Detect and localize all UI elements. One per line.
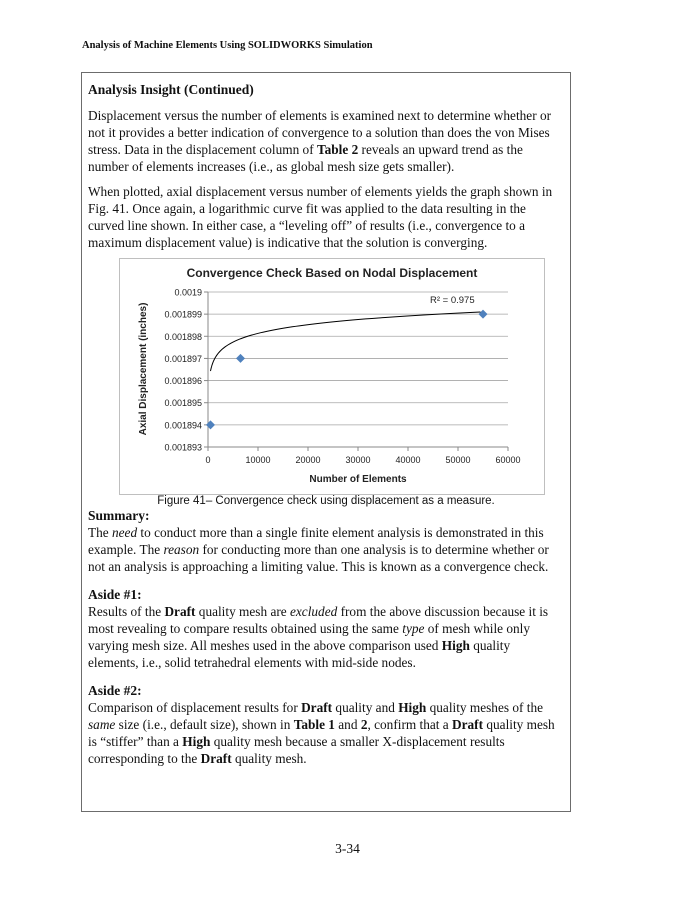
x-tick-label: 0 — [205, 455, 211, 465]
data-point — [236, 354, 245, 363]
insight-box — [81, 72, 571, 812]
aside-2-paragraph: Comparison of displacement results for Draft quality and High quality meshes of the same size (i.e., default size), shown in Table 1 and 2, confirm that a Draft quality mesh is “stiffer” than a High quality mesh because a smaller X-displacement results corresponding to the Draft quality mesh. — [88, 700, 555, 766]
y-tick-label: 0.001896 — [164, 376, 202, 387]
y-tick-label: 0.0019 — [174, 287, 202, 298]
chart-title: Convergence Check Based on Nodal Displacement — [186, 266, 478, 280]
data-point — [206, 420, 215, 429]
y-tick-label: 0.001893 — [164, 442, 202, 453]
page-number: 3-34 — [335, 841, 360, 856]
x-tick-label: 40000 — [395, 455, 421, 465]
figure-caption: Figure 41– Convergence check using displacement as a measure. — [157, 495, 495, 507]
insight-paragraph-2: When plotted, axial displacement versus number of elements yields the graph shown in Fig. 41. Once again, a logarithmic curve fit was applied to the data resulting in the curved line shown. In either case, a “leveling off” of results (i.e., convergence to a maximum displacement value) is indicative that the solution is converging. — [88, 184, 553, 250]
summary-paragraph: The need to conduct more than a single finite element analysis is demonstrated in this example. The reason for conducting more than one analysis is to determine whether or not an analysis is approaching a limiting value. This is known as a convergence check. — [88, 525, 549, 574]
running-header: Analysis of Machine Elements Using SOLIDWORKS Simulation — [82, 40, 373, 51]
r-squared-label: R² = 0.975 — [430, 295, 475, 306]
x-tick-label: 60000 — [495, 455, 521, 465]
aside-1-title: Aside #1: — [88, 587, 142, 602]
x-tick-label: 30000 — [345, 455, 371, 465]
y-tick-label: 0.001895 — [164, 398, 202, 409]
y-tick-label: 0.001897 — [164, 353, 202, 364]
y-axis-label: Axial Displacement (inches) — [138, 302, 149, 436]
x-tick-label: 20000 — [295, 455, 321, 465]
y-tick-label: 0.001894 — [164, 420, 202, 431]
chart-canvas — [120, 259, 544, 494]
y-tick-label: 0.001899 — [164, 309, 202, 320]
insight-paragraph-1: Displacement versus the number of elements is examined next to determine whether or not it provides a better indication of convergence to a solution than does the von Mises stress. Data in the displacement column of Table 2 reveals an upward trend as the number of elements increases (i.e., as global mesh size gets smaller). — [88, 108, 552, 174]
trendline — [211, 312, 481, 371]
y-tick-label: 0.001898 — [164, 331, 202, 342]
aside-2-title: Aside #2: — [88, 683, 142, 698]
insight-title: Analysis Insight (Continued) — [88, 82, 254, 97]
x-tick-label: 10000 — [245, 455, 271, 465]
x-axis-label: Number of Elements — [309, 474, 407, 485]
x-tick-label: 50000 — [445, 455, 471, 465]
displacement-chart — [119, 258, 545, 495]
data-point — [479, 310, 488, 319]
aside-1-paragraph: Results of the Draft quality mesh are excluded from the above discussion because it is most revealing to compare results obtained using the same type of mesh while only varying mesh size. All meshes used in the above comparison used High quality elements, i.e., solid tetrahedral elements with mid-side nodes. — [88, 604, 549, 670]
summary-title: Summary: — [88, 508, 150, 523]
